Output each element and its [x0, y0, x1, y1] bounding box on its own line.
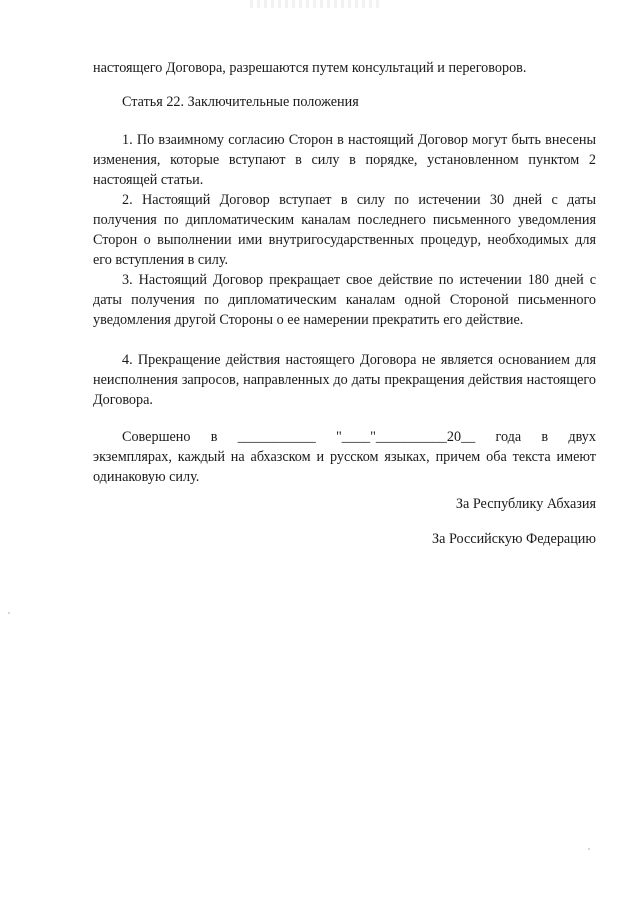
scan-speck [588, 848, 590, 850]
paragraph-1: 1. По взаимному согласию Сторон в настоящий Договор могут быть внесены изменения, которые вступают в силу в порядке, установленном пунктом 2 настоящей статьи. [93, 132, 596, 188]
signature-abkhazia: За Республику Абхазия [455, 496, 596, 512]
article-heading: Статья 22. Заключительные положения [122, 94, 359, 110]
paragraph-4: 4. Прекращение действия настоящего Договора не является основанием для неисполнения запросов, направленных до даты прекращения действия настоящего Договора. [93, 352, 596, 408]
paragraph-3: 3. Настоящий Договор прекращает свое действие по истечении 180 дней с даты получения по дипломатическим каналам одной Стороной письменного уведомления другой Стороны о ее намерении прекратить его действие. [93, 272, 596, 328]
scan-artifact [250, 0, 380, 8]
continuation-line: настоящего Договора, разрешаются путем консультаций и переговоров. [93, 60, 527, 76]
year-word: года [495, 429, 522, 445]
in-word: в [541, 429, 549, 445]
signed-preposition: в [210, 429, 218, 445]
paragraph-2: 2. Настоящий Договор вступает в силу по истечении 30 дней с даты получения по дипломатическим каналам последнего письменного уведомления Сторон о выполнении ими внутригосударственных процедур, необходимых для его вступления в силу. [93, 192, 596, 268]
signed-clause [93, 427, 596, 487]
place-blank: ___________ [237, 429, 316, 445]
date-blank: "____"__________20__ [335, 429, 476, 445]
signed-clause-first-line [93, 427, 596, 447]
signed-clause-continuation: экземплярах, каждый на абхазском и русском языках, причем оба текста имеют одинаковую силу. [93, 449, 596, 485]
two-word: двух [568, 429, 596, 445]
signature-russia: За Российскую Федерацию [432, 531, 596, 547]
scan-speck [8, 612, 10, 614]
signed-word: Совершено [122, 429, 191, 445]
